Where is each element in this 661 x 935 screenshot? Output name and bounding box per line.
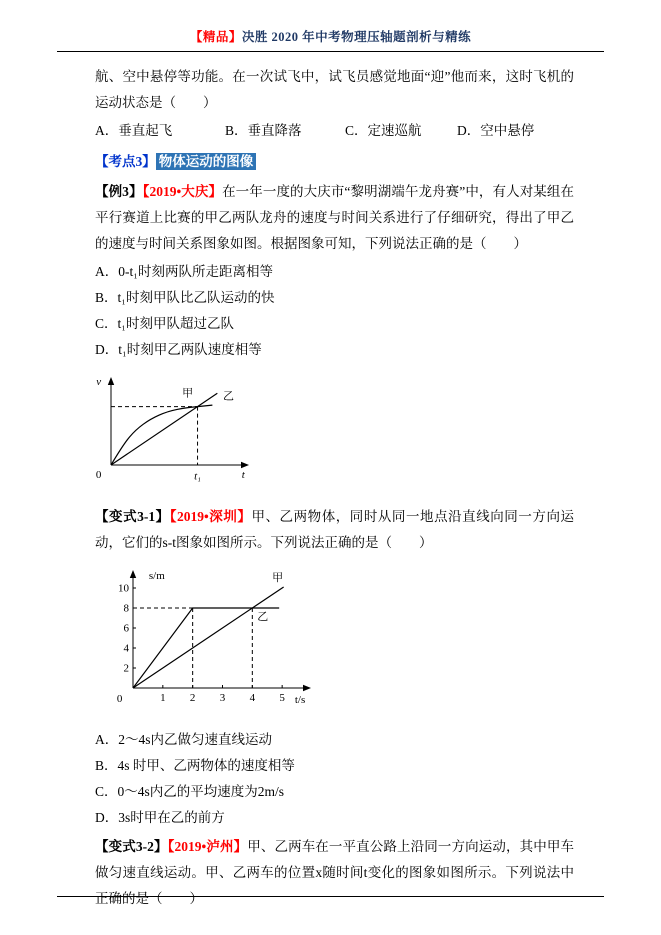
svg-text:0: 0 <box>95 469 102 482</box>
svg-text:s/m: s/m <box>148 570 165 582</box>
example3-option-d: D．t₁时刻甲乙两队速度相等 <box>95 342 262 357</box>
svg-text:2: 2 <box>189 692 196 704</box>
question2-option-b: B．垂直降落 <box>225 123 302 138</box>
header-title: 决胜 2020 年中考物理压轴题剖析与精练 <box>241 30 472 44</box>
svg-text:5: 5 <box>279 692 285 704</box>
svg-text:4: 4 <box>249 692 256 704</box>
distance-time-graph-svg <box>105 562 323 714</box>
variant32-tag: 【变式3-2】 <box>95 839 168 854</box>
variant31-tag: 【变式3-1】 <box>95 509 170 524</box>
svg-text:t: t <box>241 469 245 482</box>
svg-text:甲: 甲 <box>182 387 194 400</box>
variant31-option-d: D．3s时甲在乙的前方 <box>95 810 225 825</box>
svg-text:t/s: t/s <box>294 694 306 706</box>
variant32-text: 甲、乙两车在一平直公路上沿同一方向运动，其中甲车做匀速直线运动。甲、乙两车的位置x随时间t变化的图象如图所示。下列说法中正确的是（ ） <box>95 839 575 906</box>
svg-text:乙: 乙 <box>222 390 234 403</box>
svg-text:t₁: t₁ <box>194 470 201 483</box>
variant31-text: 甲、乙两物体，同时从同一地点沿直线向同一方向运动，它们的s-t图象如图所示。下列说法正确的是（ ） <box>95 509 574 550</box>
page-header <box>57 27 604 52</box>
example3-text: 在一年一度的大庆市“黎明湖端午龙舟赛”中，有人对某组在平行赛道上比赛的甲乙两队龙舟的速度与时间关系进行了仔细研究，得出了甲乙的速度与时间关系图象如图。根据图象可知，下列说法正确的是（ ） <box>95 184 574 251</box>
svg-text:10: 10 <box>118 582 129 595</box>
variant31-options <box>95 727 574 831</box>
svg-text:2: 2 <box>123 662 129 675</box>
example3-tag: 【例3】 <box>95 184 143 199</box>
svg-text:v: v <box>96 376 102 389</box>
example3-option-c: C．t₁时刻甲队超过乙队 <box>95 316 234 331</box>
question2-option-a: A．垂直起飞 <box>95 123 173 138</box>
question2-option-d: D．空中悬停 <box>457 123 535 138</box>
example3-stem <box>95 179 574 257</box>
variant31-source: 【2019•深圳】 <box>169 509 252 524</box>
section-heading-kaodian3 <box>95 149 574 175</box>
kaodian-title: 物体运动的图像 <box>156 153 257 170</box>
svg-text:0: 0 <box>116 693 123 705</box>
variant31-option-b: B．4s 时甲、乙两物体的速度相等 <box>95 758 295 773</box>
example3-option-a: A．0-t₁时刻两队所走距离相等 <box>95 264 273 279</box>
example3-options <box>95 259 574 363</box>
svg-text:6: 6 <box>123 622 129 635</box>
header-badge: 【精品】 <box>189 30 242 44</box>
example3-option-b: B．t₁时刻甲队比乙队运动的快 <box>95 290 275 305</box>
kaodian-tag: 【考点3】 <box>95 154 156 169</box>
svg-text:甲: 甲 <box>272 572 284 584</box>
svg-text:8: 8 <box>123 602 129 615</box>
question2-option-c: C．定速巡航 <box>345 123 422 138</box>
variant32-source: 【2019•泸州】 <box>167 839 248 854</box>
distance-time-graph <box>105 562 574 723</box>
velocity-time-graph-svg <box>89 369 259 491</box>
svg-text:3: 3 <box>219 692 226 704</box>
document-content <box>57 52 604 912</box>
variant31-stem <box>95 504 574 556</box>
svg-text:1: 1 <box>160 692 166 704</box>
variant31-option-c: C．0～4s内乙的平均速度为2m/s <box>95 784 285 799</box>
variant32-stem <box>95 834 574 912</box>
velocity-time-graph <box>89 369 574 500</box>
question2-stem: 航、空中悬停等功能。在一次试飞中，试飞员感觉地面“迎”他而来，这时飞机的运动状态是（ ） <box>95 69 574 110</box>
example3-source: 【2019•大庆】 <box>142 184 223 199</box>
footer-rule <box>57 896 604 897</box>
variant31-option-a: A．2～4s内乙做匀速直线运动 <box>95 732 273 747</box>
question2-options <box>95 118 574 144</box>
svg-text:乙: 乙 <box>257 611 269 623</box>
svg-text:4: 4 <box>123 642 129 655</box>
